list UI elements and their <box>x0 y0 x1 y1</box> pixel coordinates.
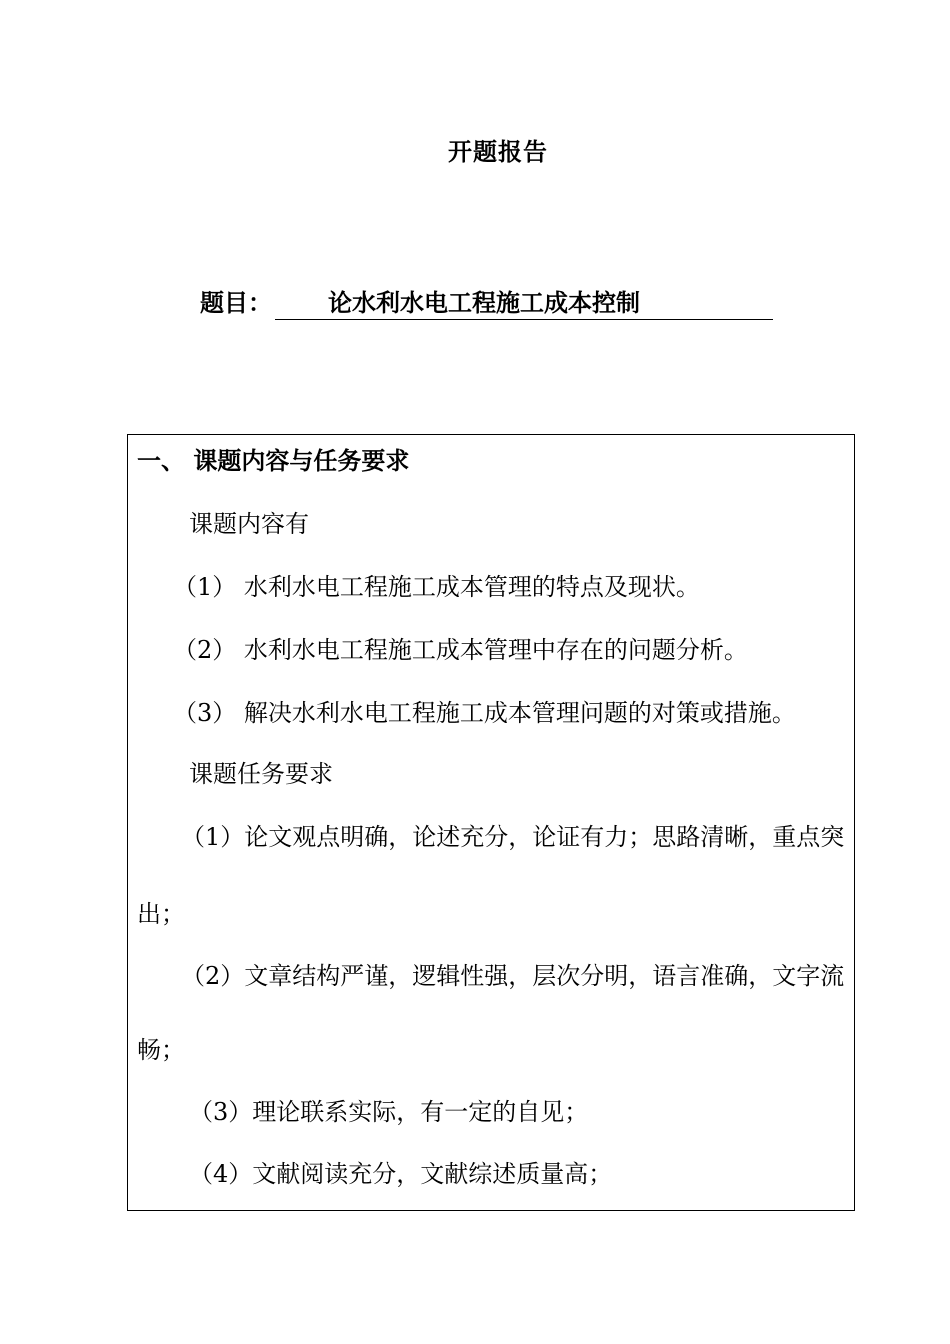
content-item: （2） 水利水电工程施工成本管理中存在的问题分析。 <box>173 636 748 664</box>
task-item: （4）文献阅读充分，文献综述质量高； <box>189 1160 613 1188</box>
task-item: （1）论文观点明确，论述充分，论证有力；思路清晰，重点突 <box>181 823 845 851</box>
task-item-continuation: 畅； <box>137 1036 185 1064</box>
section-heading: 一、 课题内容与任务要求 <box>137 447 410 475</box>
page-title: 开题报告 <box>448 138 548 166</box>
section-box <box>127 434 855 1211</box>
content-item: （1） 水利水电工程施工成本管理的特点及现状。 <box>173 573 700 601</box>
task-label: 课题任务要求 <box>189 760 333 788</box>
content-label: 课题内容有 <box>189 510 309 538</box>
topic-label: 题目： <box>200 289 272 317</box>
task-item: （3）理论联系实际，有一定的自见； <box>189 1098 589 1126</box>
content-item: （3） 解决水利水电工程施工成本管理问题的对策或措施。 <box>173 699 796 727</box>
task-item: （2）文章结构严谨，逻辑性强，层次分明，语言准确，文字流 <box>181 962 845 990</box>
topic-value: 论水利水电工程施工成本控制 <box>328 289 640 317</box>
task-item-continuation: 出； <box>137 900 185 928</box>
topic-underline <box>275 319 773 320</box>
